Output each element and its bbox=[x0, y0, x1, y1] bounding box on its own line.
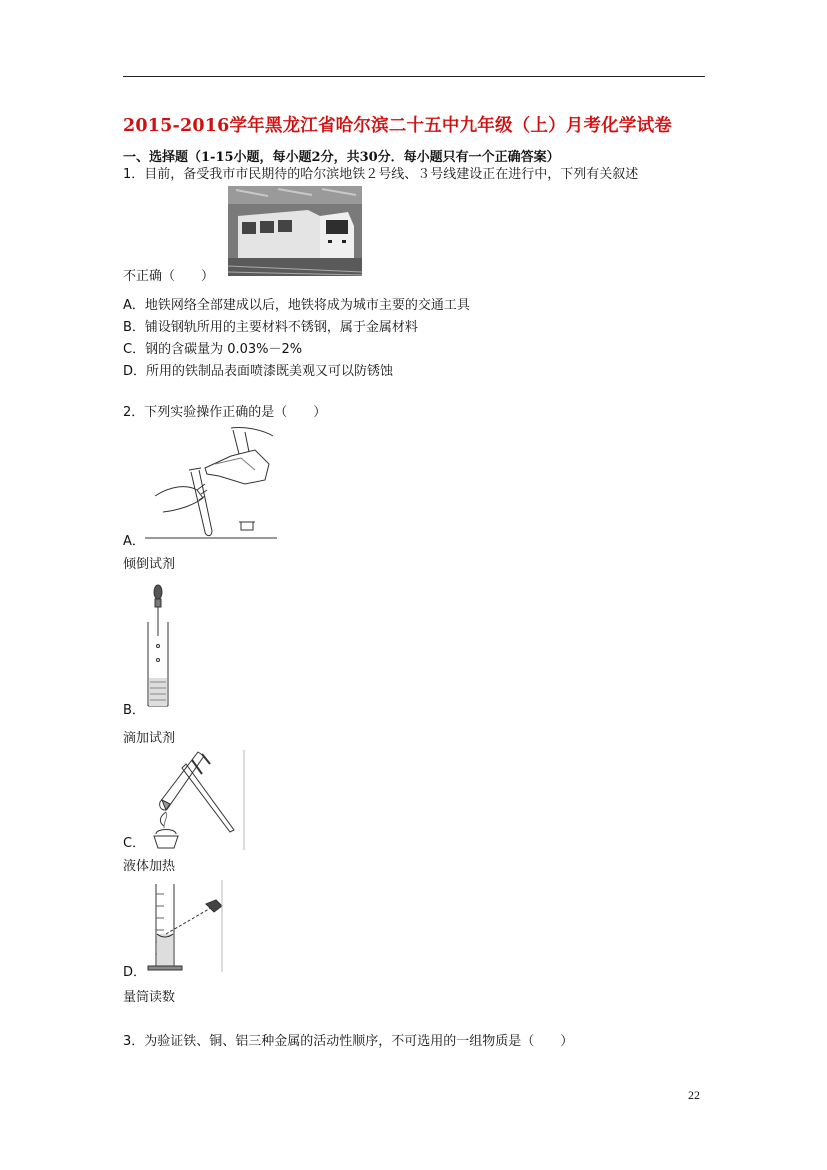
subway-train-photo bbox=[228, 186, 362, 276]
q2-option-b-letter: B． bbox=[123, 703, 145, 718]
q2-option-a-caption: 倾倒试剂 bbox=[123, 557, 176, 572]
page-number: 22 bbox=[688, 1088, 700, 1102]
q1-stem: 1．目前，备受我市市民期待的哈尔滨地铁２号线、３号线建设正在进行中，下列有关叙述 bbox=[123, 167, 639, 182]
q1-option-a: A．地铁网络全部建成以后，地铁将成为城市主要的交通工具 bbox=[123, 298, 470, 313]
heating-liquid-figure bbox=[146, 750, 246, 850]
q1-option-d: D．所用的铁制品表面喷漆既美观又可以防锈蚀 bbox=[123, 364, 394, 379]
q2-stem: 2．下列实验操作正确的是（ ） bbox=[123, 405, 327, 420]
q2-option-a-letter: A． bbox=[123, 534, 145, 549]
q1-option-b: B．铺设钢轨所用的主要材料不锈钢，属于金属材料 bbox=[123, 320, 418, 335]
q1-option-c: C．钢的含碳量为 0.03%－2% bbox=[123, 342, 303, 357]
q2-option-c-letter: C． bbox=[123, 836, 146, 851]
q2-option-d-caption: 量筒读数 bbox=[123, 990, 176, 1005]
page-title: 2015-2016学年黑龙江省哈尔滨二十五中九年级（上）月考化学试卷 bbox=[123, 116, 672, 136]
dropper-figure bbox=[144, 582, 172, 710]
q2-option-d-letter: D． bbox=[123, 965, 147, 980]
section-heading: 一、选择题（1-15小题，每小题2分，共30分．每小题只有一个正确答案） bbox=[123, 150, 560, 165]
q2-option-b-caption: 滴加试剂 bbox=[123, 731, 176, 746]
q2-option-c-caption: 液体加热 bbox=[123, 859, 176, 874]
q3-stem: 3．为验证铁、铜、铝三种金属的活动性顺序，不可选用的一组物质是（ ） bbox=[123, 1034, 574, 1049]
q1-stem-tail: 不正确（ ） bbox=[123, 269, 215, 284]
header-rule bbox=[123, 76, 705, 77]
cylinder-reading-figure bbox=[144, 880, 224, 972]
pouring-reagent-figure bbox=[145, 424, 277, 542]
